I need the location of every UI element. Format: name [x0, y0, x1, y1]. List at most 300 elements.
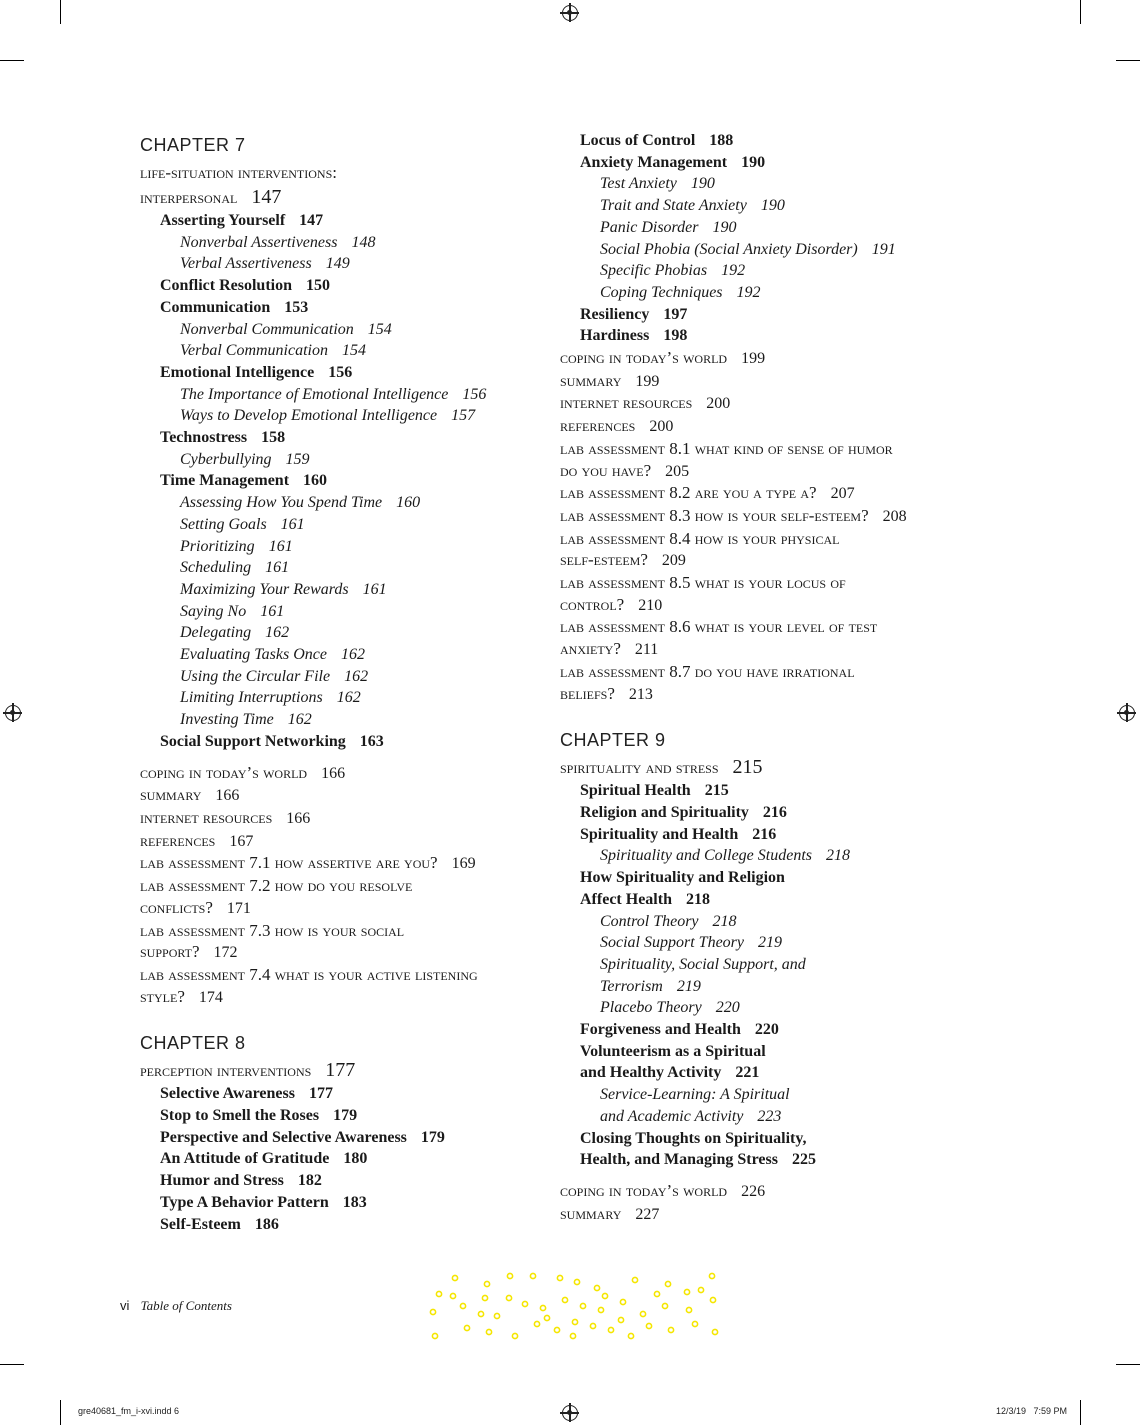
entry-page-number: 162 [287, 711, 312, 729]
entry-title: Humor and Stress [160, 1172, 284, 1190]
toc-subsection-entry [140, 449, 540, 471]
entry-title: Spirituality and College Students [600, 847, 812, 865]
entry-title: Verbal Assertiveness [180, 255, 312, 273]
toc-section-entry [140, 297, 540, 319]
entry-page-number: 197 [663, 305, 688, 323]
entry-title: Test Anxiety [600, 175, 677, 193]
toc-backmatter-entry [560, 505, 960, 528]
decorative-dot [668, 1327, 673, 1332]
decorative-dot [450, 1293, 455, 1298]
toc-subsection-entry [560, 282, 960, 304]
decorative-dot [436, 1291, 441, 1296]
toc-subsection-entry [140, 687, 540, 709]
decorative-dot [628, 1333, 633, 1338]
toc-backmatter-entry [560, 638, 960, 661]
entry-page-number: 209 [661, 552, 686, 570]
entry-title: lab assessment 7.3 how is your social [140, 920, 405, 940]
entry-page-number: 179 [333, 1107, 358, 1125]
entry-page-number: 169 [451, 855, 476, 873]
entry-title: support? [140, 942, 200, 962]
entry-page-number: 199 [741, 350, 766, 368]
entry-title: Trait and State Anxiety [600, 197, 747, 215]
toc-subsection-entry [140, 232, 540, 254]
decorative-dot [534, 1321, 539, 1326]
toc-subsection-entry [560, 1084, 960, 1106]
entry-title: Ways to Develop Emotional Intelligence [180, 407, 438, 425]
entry-title: anxiety? [560, 639, 621, 659]
toc-subsection-entry [560, 911, 960, 933]
entry-title: internet resources [140, 807, 273, 827]
decorative-dot [506, 1295, 511, 1300]
entry-title: Perspective and Selective Awareness [160, 1128, 407, 1146]
decorative-dot [665, 1281, 670, 1286]
toc-backmatter-entry [140, 941, 540, 964]
entry-page-number: 192 [721, 262, 746, 280]
entry-title: conflicts? [140, 897, 213, 917]
decorative-dot [430, 1309, 435, 1314]
page-footer [120, 1298, 232, 1314]
toc-section-entry [560, 1062, 960, 1084]
entry-page-number: 171 [226, 899, 251, 917]
entry-page-number: 208 [882, 507, 907, 525]
entry-page-number: 183 [342, 1193, 367, 1211]
entry-page-number: 190 [690, 175, 715, 193]
entry-title: do you have? [560, 460, 652, 480]
entry-page-number: 219 [676, 977, 701, 995]
entry-page-number: 166 [215, 787, 240, 805]
toc-entries [560, 780, 960, 1171]
decorative-dot [618, 1317, 623, 1322]
entry-title: An Attitude of Gratitude [160, 1150, 330, 1168]
toc-left-column [140, 130, 540, 1235]
toc-backmatter-entry [560, 370, 960, 393]
toc-section-entry [140, 1127, 540, 1149]
decorative-dot [507, 1273, 512, 1278]
toc-backmatter-entry [560, 549, 960, 572]
toc-backmatter-entry [560, 392, 960, 415]
toc-section-entry [560, 1019, 960, 1041]
toc-subsection-entry [140, 557, 540, 579]
decorative-dot [580, 1303, 585, 1308]
entry-title: coping in today’s world [560, 348, 728, 368]
entry-title: Using the Circular File [180, 667, 331, 685]
entry-title: Volunteerism as a Spiritual [580, 1042, 766, 1060]
decorative-dot [512, 1333, 517, 1338]
entry-page-number: 211 [634, 641, 659, 659]
entry-page-number: 174 [198, 988, 223, 1006]
decorative-dot [662, 1303, 667, 1308]
toc-backmatter-entry [560, 528, 960, 550]
entry-title: lab assessment 7.4 what is your active listening [140, 964, 478, 984]
toc-section-entry [140, 1083, 540, 1105]
entry-page-number: 162 [344, 667, 369, 685]
entry-title: Investing Time [180, 711, 274, 729]
entry-page-number: 162 [336, 689, 361, 707]
decorative-dot [554, 1327, 559, 1332]
entry-page-number: 215 [704, 782, 729, 800]
crop-mark [1080, 1400, 1081, 1425]
entry-title: Social Support Theory [600, 934, 744, 952]
toc-subsection-entry [560, 195, 960, 217]
decorative-dot [632, 1277, 637, 1282]
decorative-dot [572, 1319, 577, 1324]
entry-page-number: 205 [665, 462, 690, 480]
decorative-dot [684, 1289, 689, 1294]
decorative-dot [608, 1327, 613, 1332]
toc-backmatter-entry [140, 875, 540, 897]
entry-page-number: 192 [736, 283, 761, 301]
toc-subsection-entry [560, 997, 960, 1019]
entry-page-number: 160 [396, 494, 421, 512]
entry-title: Spiritual Health [580, 782, 691, 800]
entry-title: Coping Techniques [600, 283, 723, 301]
entry-title: lab assessment 8.6 what is your level of test [560, 617, 878, 637]
toc-backmatter-entry [140, 986, 540, 1009]
entry-title: Verbal Communication [180, 342, 328, 360]
decorative-dot [598, 1307, 603, 1312]
registration-mark-icon [562, 5, 578, 21]
entry-title: references [560, 416, 636, 436]
entry-page-number: 157 [451, 407, 476, 425]
entry-title: Closing Thoughts on Spirituality, [580, 1129, 807, 1147]
toc-backmatter-entry [140, 964, 540, 986]
toc-backmatter [140, 762, 540, 1009]
registration-mark-icon [562, 1405, 578, 1421]
toc-entries [140, 210, 540, 753]
entry-title: lab assessment 8.1 what kind of sense of humor [560, 438, 893, 458]
decorative-dot [698, 1287, 703, 1292]
entry-title: Communication [160, 298, 271, 316]
toc-section-entry [140, 1148, 540, 1170]
entry-title: Social Support Networking [160, 732, 346, 750]
entry-page-number: 218 [825, 847, 850, 865]
decorative-dot [544, 1315, 549, 1320]
toc-subsection-entry [140, 709, 540, 731]
entry-title: control? [560, 594, 625, 614]
toc-backmatter-entry [560, 572, 960, 594]
toc-section-entry [560, 802, 960, 824]
toc-subsection-entry [140, 492, 540, 514]
toc-backmatter-entry [560, 683, 960, 706]
decorative-dot [432, 1333, 437, 1338]
chapter-title: life-situation interventions: [140, 163, 337, 182]
toc-backmatter-entry [140, 762, 540, 785]
toc-section-entry [560, 780, 960, 802]
toc-section-entry [560, 1128, 960, 1150]
decorative-dot [562, 1297, 567, 1302]
toc-subsection-entry [560, 954, 960, 976]
toc-entries [560, 130, 960, 347]
entry-page-number: 161 [268, 537, 293, 555]
entry-title: Spirituality, Social Support, and [600, 955, 806, 973]
crop-mark [0, 60, 24, 61]
entry-title: Health, and Managing Stress [580, 1151, 778, 1169]
entry-page-number: 227 [635, 1205, 660, 1223]
decorative-dot [530, 1273, 535, 1278]
decorative-dot [557, 1275, 562, 1280]
chapter-title: perception interventions 177 [140, 1059, 356, 1082]
entry-page-number: 190 [712, 218, 737, 236]
entry-page-number: 225 [791, 1151, 816, 1169]
entry-page-number: 156 [328, 363, 353, 381]
toc-backmatter-entry [140, 852, 540, 875]
entry-page-number: 162 [340, 646, 365, 664]
entry-title: Resiliency [580, 305, 650, 323]
decorative-dot [570, 1333, 575, 1338]
entry-page-number: 220 [754, 1021, 779, 1039]
entry-page-number: 216 [752, 825, 777, 843]
crop-mark [60, 0, 61, 24]
toc-section-entry [560, 1149, 960, 1171]
toc-section-entry [140, 731, 540, 753]
entry-page-number: 218 [712, 912, 737, 930]
decorative-dot [494, 1313, 499, 1318]
entry-title: and Healthy Activity [580, 1064, 722, 1082]
toc-backmatter-entry [140, 920, 540, 942]
entry-page-number: 221 [735, 1064, 760, 1082]
toc-section-entry [560, 889, 960, 911]
entry-title: coping in today’s world [560, 1180, 728, 1200]
entry-title: Spirituality and Health [580, 825, 739, 843]
entry-page-number: 172 [213, 944, 238, 962]
entry-title: Assessing How You Spend Time [180, 494, 383, 512]
entry-title: Maximizing Your Rewards [180, 580, 349, 598]
entry-page-number: 219 [758, 934, 782, 952]
entry-title: style? [140, 986, 185, 1006]
decorative-dot [646, 1323, 651, 1328]
toc-section-entry [560, 1041, 960, 1063]
entry-page-number: 161 [280, 515, 305, 533]
entry-title: How Spirituality and Religion [580, 869, 785, 887]
entry-title: Stop to Smell the Roses [160, 1107, 320, 1125]
toc-subsection-entry [140, 601, 540, 623]
entry-page-number: 218 [685, 890, 710, 908]
entry-page-number: 200 [706, 395, 731, 413]
entry-title: Terrorism [600, 977, 663, 995]
toc-subsection-entry [560, 260, 960, 282]
entry-page-number: 148 [351, 233, 376, 251]
entry-title: Nonverbal Communication [180, 320, 354, 338]
decorative-dot [522, 1301, 527, 1306]
toc-section-entry [560, 325, 960, 347]
decorative-dot [464, 1325, 469, 1330]
toc-entries [140, 1083, 540, 1235]
toc-subsection-entry [140, 514, 540, 536]
entry-title: Hardiness [580, 327, 650, 345]
entry-page-number: 154 [342, 342, 366, 360]
chapter-heading: CHAPTER 7 [140, 135, 246, 155]
toc-backmatter-entry [140, 830, 540, 853]
entry-title: lab assessment 8.7 do you have irrational [560, 661, 855, 681]
entry-title: lab assessment 8.5 what is your locus of [560, 573, 846, 593]
entry-page-number: 216 [762, 803, 787, 821]
entry-page-number: 182 [297, 1172, 322, 1190]
decorative-dot [602, 1293, 607, 1298]
toc-right-column [560, 130, 960, 1225]
entry-page-number: 177 [308, 1085, 333, 1103]
toc-section-entry [560, 867, 960, 889]
entry-title: summary [560, 1203, 622, 1223]
decorative-dot [709, 1273, 714, 1278]
toc-backmatter-entry [560, 415, 960, 438]
toc-backmatter-entry [560, 460, 960, 483]
entry-page-number: 199 [635, 372, 660, 390]
entry-title: and Academic Activity [600, 1107, 744, 1125]
page-number: vi [120, 1298, 130, 1313]
entry-page-number: 213 [628, 685, 653, 703]
toc-subsection-entry [560, 239, 960, 261]
entry-page-number: 220 [715, 999, 740, 1017]
toc-section-entry [560, 304, 960, 326]
entry-page-number: 154 [367, 320, 392, 338]
toc-section-entry [560, 152, 960, 174]
entry-page-number: 200 [649, 418, 674, 436]
toc-section-entry [140, 1105, 540, 1127]
entry-title: lab assessment 8.3 how is your self-esteem? [560, 505, 869, 525]
crop-mark [1080, 0, 1081, 24]
entry-title: coping in today’s world [140, 762, 308, 782]
entry-page-number: 161 [265, 559, 290, 577]
entry-page-number: 161 [362, 580, 387, 598]
toc-subsection-entry [140, 340, 540, 362]
toc-backmatter-entry [560, 347, 960, 370]
toc-subsection-entry [140, 253, 540, 275]
toc-backmatter-entry [140, 784, 540, 807]
entry-page-number: 188 [709, 132, 734, 149]
entry-title: Control Theory [600, 912, 699, 930]
decorative-dot [590, 1323, 595, 1328]
crop-mark [1116, 60, 1140, 61]
entry-title: Emotional Intelligence [160, 363, 315, 381]
entry-title: Cyberbullying [180, 450, 272, 468]
decorative-dot [478, 1311, 483, 1316]
toc-section-entry [140, 1214, 540, 1236]
entry-title: Forgiveness and Health [580, 1021, 741, 1039]
toc-section-entry [140, 427, 540, 449]
entry-page-number: 207 [830, 485, 855, 503]
entry-title: Anxiety Management [580, 153, 728, 171]
toc-subsection-entry [140, 384, 540, 406]
entry-page-number: 161 [260, 602, 285, 620]
entry-title: internet resources [560, 393, 693, 413]
entry-page-number: 166 [286, 809, 311, 827]
entry-page-number: 162 [265, 624, 290, 642]
toc-section-entry [140, 362, 540, 384]
entry-title: beliefs? [560, 683, 615, 703]
decorative-dot [540, 1305, 545, 1310]
entry-page-number: 198 [663, 327, 688, 345]
decorative-dot [640, 1311, 645, 1316]
toc-subsection-entry [560, 932, 960, 954]
entry-page-number: 190 [760, 197, 785, 215]
entry-title: Limiting Interruptions [180, 689, 323, 707]
toc-backmatter-entry [560, 438, 960, 460]
decorative-dot [484, 1281, 489, 1286]
toc-subsection-entry [140, 666, 540, 688]
entry-page-number: 158 [261, 429, 286, 447]
chapter-title: spirituality and stress 215 [560, 756, 763, 779]
toc-subsection-entry [140, 622, 540, 644]
crop-mark [1116, 1364, 1140, 1365]
toc-section-entry [140, 470, 540, 492]
chapter-heading: CHAPTER 8 [140, 1033, 246, 1054]
entry-page-number: 159 [285, 450, 310, 468]
entry-title: Self-Esteem [160, 1215, 241, 1233]
decorative-dot [686, 1307, 691, 1312]
entry-page-number: 180 [343, 1150, 368, 1168]
decorative-dot [460, 1303, 465, 1308]
entry-title: Technostress [160, 429, 248, 447]
entry-page-number: 149 [325, 255, 350, 273]
entry-title: Conflict Resolution [160, 277, 292, 295]
toc-section-entry [140, 275, 540, 297]
running-footer-title: Table of Contents [140, 1298, 232, 1313]
entry-title: Service-Learning: A Spiritual [600, 1086, 790, 1104]
entry-title: Panic Disorder [600, 218, 699, 236]
entry-page-number: 160 [303, 472, 328, 490]
entry-title: lab assessment 7.2 how do you resolve [140, 876, 413, 896]
entry-title: Specific Phobias [600, 262, 708, 280]
entry-page-number: 226 [741, 1182, 766, 1200]
toc-section-entry [140, 1170, 540, 1192]
toc-subsection-entry [140, 644, 540, 666]
entry-title: Affect Health [580, 890, 672, 908]
entry-page-number: 166 [321, 764, 346, 782]
entry-title: summary [560, 370, 622, 390]
entry-page-number: 210 [638, 596, 663, 614]
toc-subsection-entry [140, 579, 540, 601]
toc-backmatter-entry [140, 807, 540, 830]
chapter-title: interpersonal 147 [140, 186, 282, 208]
toc-subsection-entry [560, 173, 960, 195]
toc-subsection-entry [140, 319, 540, 341]
toc-backmatter [560, 347, 960, 705]
registration-mark-icon [5, 705, 21, 721]
file-slug: gre40681_fm_i-xvi.indd 6 [78, 1406, 180, 1416]
decorative-dot [482, 1295, 487, 1300]
decorative-dot [692, 1321, 697, 1326]
decorative-dot [712, 1329, 717, 1334]
toc-subsection-entry [140, 536, 540, 558]
entry-title: Setting Goals [180, 515, 267, 533]
toc-section-entry [560, 824, 960, 846]
entry-page-number: 191 [871, 240, 896, 258]
toc-subsection-entry [560, 976, 960, 998]
entry-title: lab assessment 7.1 how assertive are you? [140, 853, 438, 873]
toc-backmatter-entry [560, 1180, 960, 1203]
entry-title: The Importance of Emotional Intelligence [180, 385, 449, 403]
entry-title: Placebo Theory [600, 999, 702, 1017]
decorative-dot [594, 1285, 599, 1290]
print-timestamp: 12/3/19 7:59 PM [996, 1406, 1068, 1416]
toc-backmatter [560, 1180, 960, 1225]
entry-title: Selective Awareness [160, 1085, 295, 1103]
toc-backmatter-entry [560, 661, 960, 683]
entry-title: summary [140, 785, 202, 805]
toc-backmatter-entry [140, 897, 540, 920]
crop-mark [0, 1364, 24, 1365]
entry-title: Asserting Yourself [160, 212, 286, 229]
decorative-dot [620, 1299, 625, 1304]
entry-title: Social Phobia (Social Anxiety Disorder) [600, 240, 858, 258]
toc-subsection-entry [560, 217, 960, 239]
entry-title: references [140, 830, 216, 850]
toc-backmatter-entry [560, 594, 960, 617]
toc-subsection-entry [140, 405, 540, 427]
decorative-dot [486, 1329, 491, 1334]
decorative-dot-pattern [425, 1270, 725, 1340]
entry-title: Evaluating Tasks Once [180, 646, 327, 664]
